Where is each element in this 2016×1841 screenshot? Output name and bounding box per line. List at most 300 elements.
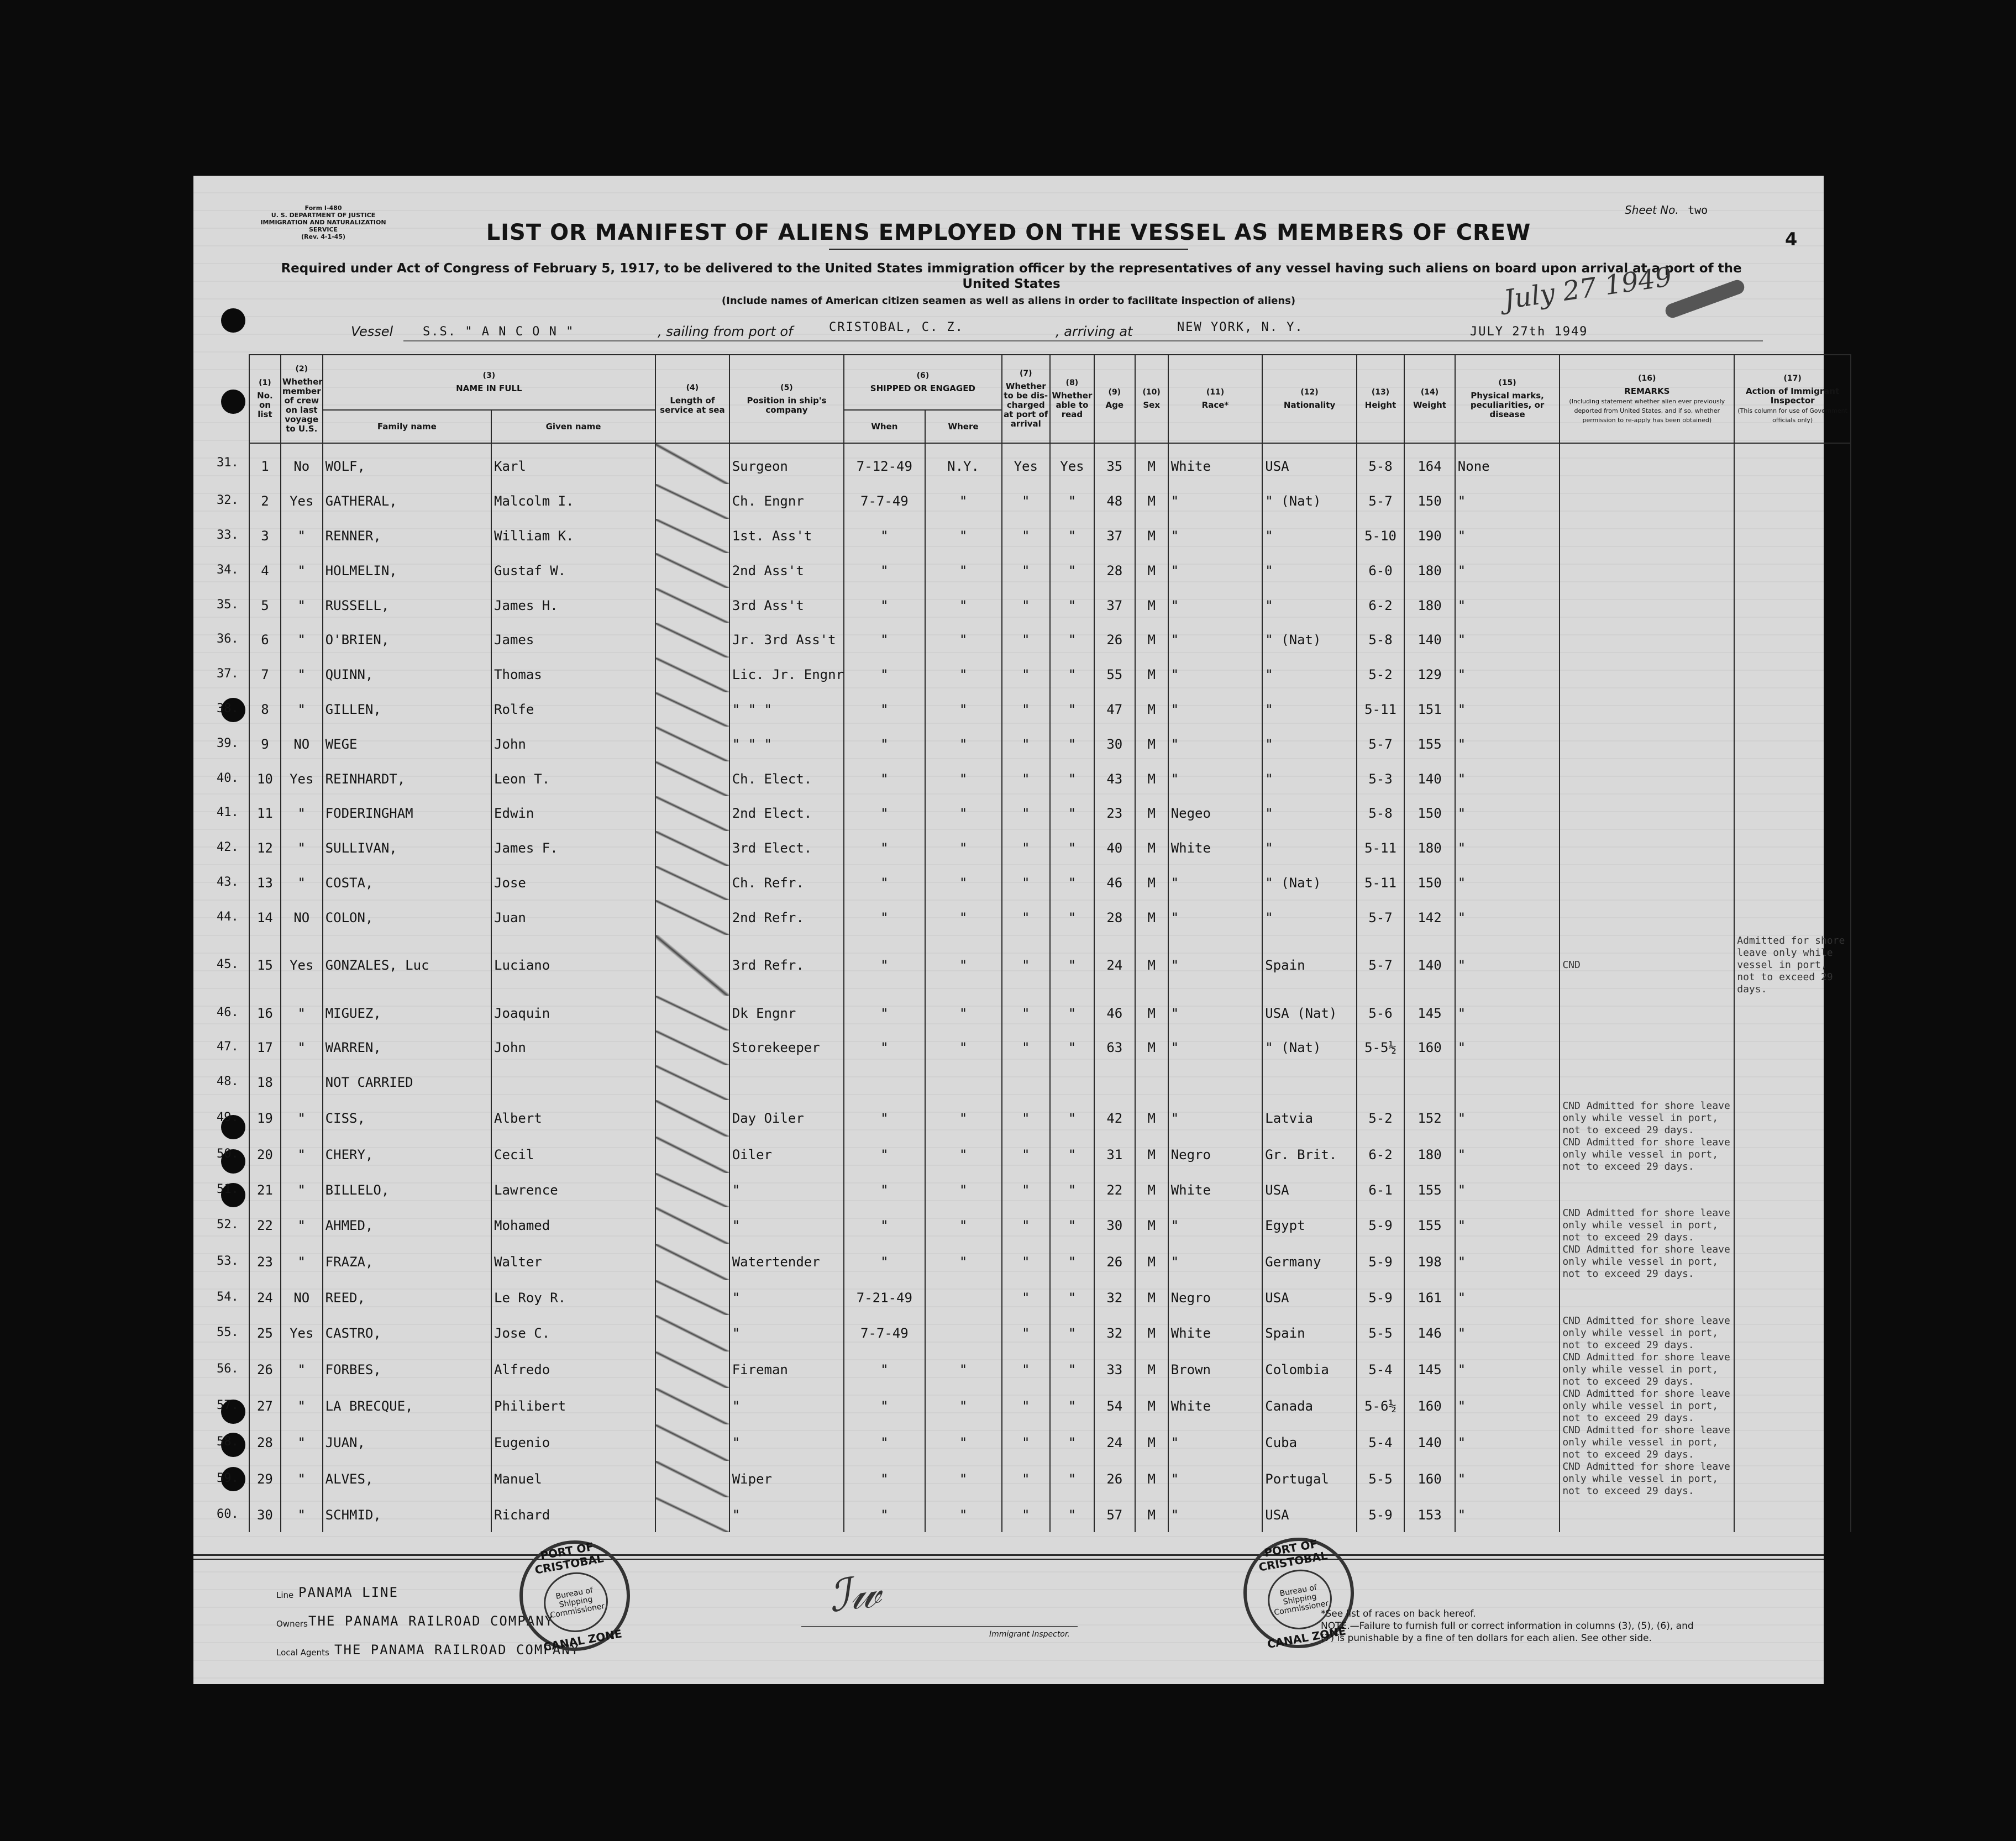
cell-length-of-service [655, 588, 729, 623]
cell-physical-marks: " [1455, 1315, 1560, 1351]
cell-shipped-where [925, 1315, 1002, 1351]
cell-length-of-service [655, 1100, 729, 1137]
cell-last-voyage: " [281, 519, 323, 554]
cell-row-number: 16 [249, 996, 281, 1030]
cell-shipped-where: " [925, 519, 1002, 554]
cell-nationality: Latvia [1262, 1100, 1357, 1137]
cell-inspector-action [1734, 761, 1851, 796]
cell-height: 5-9 [1357, 1207, 1404, 1244]
sheet-number-value: two [1688, 203, 1708, 217]
cell-last-voyage: " [281, 831, 323, 866]
cell-family-name: COLON, [323, 900, 491, 935]
cell-last-voyage: " [281, 1497, 323, 1532]
cell-family-name: AHMED, [323, 1207, 491, 1244]
table-row [249, 484, 1851, 519]
cell-remarks: CND [1560, 935, 1734, 996]
cell-length-of-service [655, 935, 729, 996]
cell-shipped-when: " [844, 935, 925, 996]
cell-row-number: 10 [249, 761, 281, 796]
cell-position: Ch. Engnr [729, 484, 844, 519]
cell-nationality: USA [1262, 1173, 1357, 1208]
cell-given-name: William K. [491, 519, 655, 554]
cell-position: " [729, 1280, 844, 1315]
cell-family-name: WARREN, [323, 1030, 491, 1065]
cell-length-of-service [655, 1030, 729, 1065]
cell-physical-marks: " [1455, 1207, 1560, 1244]
cell-weight: 180 [1404, 1137, 1455, 1173]
cell-able-to-read: " [1050, 1497, 1094, 1532]
cell-row-number: 21 [249, 1173, 281, 1208]
cell-inspector-action [1734, 484, 1851, 519]
cell-family-name: CHERY, [323, 1137, 491, 1173]
cell-height: 5-9 [1357, 1497, 1404, 1532]
col-shipped-or-engaged: (6) SHIPPED OR ENGAGED [844, 355, 1001, 410]
cell-sex: M [1135, 796, 1168, 831]
cell-weight: 161 [1404, 1280, 1455, 1315]
margin-line-number: 60. [217, 1507, 239, 1521]
cell-race: Brown [1168, 1351, 1263, 1388]
col-shipped-where: Where [925, 410, 1002, 443]
cell-age: 24 [1094, 1424, 1135, 1461]
cell-length-of-service [655, 1351, 729, 1388]
cell-nationality: Germany [1262, 1244, 1357, 1280]
cell-position: Surgeon [729, 443, 844, 484]
cell-discharged: " [1002, 831, 1050, 866]
cell-inspector-action [1734, 796, 1851, 831]
margin-line-number: 53. [217, 1254, 239, 1269]
cell-height: 5-11 [1357, 692, 1404, 727]
arriving-label: , arriving at [1056, 324, 1133, 339]
cell-able-to-read: " [1050, 1030, 1094, 1065]
table-row [249, 1100, 1851, 1137]
cell-age: 37 [1094, 588, 1135, 623]
cell-nationality [1262, 1065, 1357, 1100]
margin-line-number: 37. [217, 667, 239, 681]
cell-nationality: Portugal [1262, 1461, 1357, 1497]
handwritten-date: July 27 1949 [1502, 261, 1674, 316]
cell-position: " [729, 1424, 844, 1461]
cell-shipped-when: " [844, 1388, 925, 1424]
cell-nationality: " [1262, 658, 1357, 692]
cell-last-voyage: " [281, 1388, 323, 1424]
cell-race: " [1168, 692, 1263, 727]
cell-position: Dk Engnr [729, 996, 844, 1030]
cell-last-voyage: " [281, 658, 323, 692]
cell-remarks [1560, 443, 1734, 484]
cell-nationality: " (Nat) [1262, 623, 1357, 658]
cell-inspector-action: Admitted for shore leave only while vessel in port, not to exceed 29 days. [1734, 935, 1851, 996]
cell-nationality: USA [1262, 1280, 1357, 1315]
col-remarks: (16) REMARKS (Including statement whether alien ever previously deported from United States, and if so, whether permission to re-apply has been obtained) [1560, 355, 1734, 443]
table-row [249, 623, 1851, 658]
agents-label: Local Agents [276, 1648, 329, 1658]
vessel-line-rule [403, 340, 1763, 341]
cell-row-number: 6 [249, 623, 281, 658]
cell-shipped-when: " [844, 1351, 925, 1388]
cell-shipped-when: " [844, 727, 925, 761]
cell-shipped-when: 7-12-49 [844, 443, 925, 484]
cell-position: 2nd Ass't [729, 553, 844, 588]
cell-nationality: " [1262, 727, 1357, 761]
cell-able-to-read: " [1050, 1173, 1094, 1208]
cell-race: Negro [1168, 1137, 1263, 1173]
cell-shipped-where: " [925, 1030, 1002, 1065]
cell-shipped-when: " [844, 553, 925, 588]
cell-nationality: " [1262, 761, 1357, 796]
col-name-in-full: (3) NAME IN FULL [323, 355, 655, 410]
cell-inspector-action [1734, 1207, 1851, 1244]
cell-shipped-when: " [844, 1173, 925, 1208]
cell-given-name: Rolfe [491, 692, 655, 727]
cell-shipped-where [925, 1065, 1002, 1100]
col-physical-marks: (15) Physical marks, peculiarities, or disease [1455, 355, 1560, 443]
margin-line-number: 31. [217, 455, 239, 470]
cell-sex: M [1135, 443, 1168, 484]
cell-last-voyage: " [281, 1244, 323, 1280]
cell-position: Fireman [729, 1351, 844, 1388]
cell-race: " [1168, 1030, 1263, 1065]
cell-shipped-where: " [925, 1137, 1002, 1173]
table-row [249, 831, 1851, 866]
owners-label: Owners [276, 1619, 308, 1629]
seal-inner-text: Bureau of Shipping Commissioner [1263, 1565, 1337, 1635]
cell-sex: M [1135, 1351, 1168, 1388]
cell-remarks: CND Admitted for shore leave only while vessel in port, not to exceed 29 days. [1560, 1351, 1734, 1388]
cell-height: 5-2 [1357, 1100, 1404, 1137]
cell-discharged: " [1002, 1100, 1050, 1137]
cell-length-of-service [655, 1497, 729, 1532]
margin-line-number: 52. [217, 1218, 239, 1232]
cell-discharged: " [1002, 935, 1050, 996]
cell-shipped-when: " [844, 761, 925, 796]
cell-row-number: 7 [249, 658, 281, 692]
cell-position: 1st. Ass't [729, 519, 844, 554]
margin-line-number: 55. [217, 1325, 239, 1340]
cell-family-name: LA BRECQUE, [323, 1388, 491, 1424]
cell-position [729, 1065, 844, 1100]
cell-inspector-action [1734, 588, 1851, 623]
cell-position: Oiler [729, 1137, 844, 1173]
cell-able-to-read: " [1050, 1461, 1094, 1497]
cell-discharged: " [1002, 519, 1050, 554]
cell-row-number: 4 [249, 553, 281, 588]
arrival-date: JULY 27th 1949 [1470, 325, 1588, 339]
cell-last-voyage: " [281, 553, 323, 588]
cell-discharged: " [1002, 1315, 1050, 1351]
cell-shipped-where: " [925, 623, 1002, 658]
cell-length-of-service [655, 761, 729, 796]
cell-last-voyage: " [281, 1030, 323, 1065]
cell-physical-marks: " [1455, 553, 1560, 588]
margin-line-number: 41. [217, 806, 239, 820]
cell-height [1357, 1065, 1404, 1100]
cell-nationality: Gr. Brit. [1262, 1137, 1357, 1173]
cell-age: 23 [1094, 796, 1135, 831]
cell-given-name: James H. [491, 588, 655, 623]
cell-family-name: ALVES, [323, 1461, 491, 1497]
cell-inspector-action [1734, 1100, 1851, 1137]
service-name: IMMIGRATION AND NATURALIZATION SERVICE [260, 219, 386, 233]
cell-shipped-where: " [925, 727, 1002, 761]
cell-family-name: COSTA, [323, 866, 491, 901]
cell-able-to-read: " [1050, 553, 1094, 588]
cell-shipped-where: " [925, 935, 1002, 996]
cell-physical-marks: " [1455, 761, 1560, 796]
cell-shipped-when: " [844, 866, 925, 901]
cell-shipped-when: " [844, 519, 925, 554]
cell-weight: 164 [1404, 443, 1455, 484]
cell-race: " [1168, 1100, 1263, 1137]
cell-given-name: Walter [491, 1244, 655, 1280]
cell-discharged: " [1002, 1207, 1050, 1244]
cell-shipped-where: " [925, 658, 1002, 692]
cell-inspector-action [1734, 866, 1851, 901]
cell-weight: 153 [1404, 1497, 1455, 1532]
cell-sex: M [1135, 996, 1168, 1030]
cell-row-number: 30 [249, 1497, 281, 1532]
cell-last-voyage: " [281, 1100, 323, 1137]
cell-sex: M [1135, 866, 1168, 901]
cell-family-name: MIGUEZ, [323, 996, 491, 1030]
cell-weight: 145 [1404, 1351, 1455, 1388]
cell-family-name: GILLEN, [323, 692, 491, 727]
cell-sex: M [1135, 692, 1168, 727]
cell-sex: M [1135, 623, 1168, 658]
cell-given-name: Eugenio [491, 1424, 655, 1461]
cell-physical-marks: " [1455, 588, 1560, 623]
manifest-sheet [193, 176, 1847, 1684]
binder-hole [221, 390, 245, 414]
cell-age: 47 [1094, 692, 1135, 727]
cell-shipped-where: " [925, 761, 1002, 796]
col-position: (5) Position in ship's company [729, 355, 844, 443]
cell-discharged: " [1002, 1137, 1050, 1173]
cell-inspector-action [1734, 1244, 1851, 1280]
cell-family-name: FRAZA, [323, 1244, 491, 1280]
cell-given-name: Malcolm I. [491, 484, 655, 519]
cell-sex: M [1135, 1461, 1168, 1497]
cell-given-name: Albert [491, 1100, 655, 1137]
cell-shipped-where: " [925, 1207, 1002, 1244]
cell-nationality: Spain [1262, 1315, 1357, 1351]
cell-shipped-when: " [844, 1497, 925, 1532]
cell-last-voyage: NO [281, 727, 323, 761]
signature-line [801, 1626, 1078, 1627]
cell-length-of-service [655, 831, 729, 866]
cell-remarks [1560, 692, 1734, 727]
cell-age: 42 [1094, 1100, 1135, 1137]
table-row [249, 1244, 1851, 1280]
cell-inspector-action [1734, 1424, 1851, 1461]
cell-last-voyage: " [281, 1207, 323, 1244]
cell-age: 33 [1094, 1351, 1135, 1388]
cell-height: 5-8 [1357, 796, 1404, 831]
cell-family-name: SCHMID, [323, 1497, 491, 1532]
cell-remarks: CND Admitted for shore leave only while vessel in port, not to exceed 29 days. [1560, 1244, 1734, 1280]
col-height: (13) Height [1357, 355, 1404, 443]
cell-row-number: 26 [249, 1351, 281, 1388]
cell-height: 5-8 [1357, 443, 1404, 484]
cell-age: 35 [1094, 443, 1135, 484]
cell-nationality: " [1262, 588, 1357, 623]
cell-height: 5-7 [1357, 727, 1404, 761]
cell-weight: 142 [1404, 900, 1455, 935]
cell-family-name: NOT CARRIED [323, 1065, 491, 1100]
cell-family-name: CISS, [323, 1100, 491, 1137]
table-row [249, 796, 1851, 831]
cell-given-name: Alfredo [491, 1351, 655, 1388]
cell-age: 55 [1094, 658, 1135, 692]
cell-able-to-read: " [1050, 1207, 1094, 1244]
cell-shipped-when: " [844, 1100, 925, 1137]
cell-last-voyage: " [281, 796, 323, 831]
cell-age: 57 [1094, 1497, 1135, 1532]
cell-nationality: USA (Nat) [1262, 996, 1357, 1030]
cell-shipped-when: " [844, 996, 925, 1030]
cell-discharged: " [1002, 1388, 1050, 1424]
cell-row-number: 27 [249, 1388, 281, 1424]
cell-weight: 140 [1404, 623, 1455, 658]
cell-given-name: Joaquin [491, 996, 655, 1030]
cell-shipped-where: " [925, 900, 1002, 935]
cell-age: 37 [1094, 519, 1135, 554]
cell-given-name: Jose [491, 866, 655, 901]
cell-given-name: Gustaf W. [491, 553, 655, 588]
margin-line-number: 59. [217, 1471, 239, 1486]
cell-remarks [1560, 1065, 1734, 1100]
cell-row-number: 3 [249, 519, 281, 554]
cell-shipped-where: N.Y. [925, 443, 1002, 484]
cell-age: 46 [1094, 996, 1135, 1030]
col-race: (11) Race* [1168, 355, 1263, 443]
col-able-to-read: (8) Whether able to read [1050, 355, 1094, 443]
cell-weight: 152 [1404, 1100, 1455, 1137]
cell-remarks [1560, 623, 1734, 658]
seal-bottom-text: CANAL ZONE [542, 1627, 623, 1654]
cell-position: Wiper [729, 1461, 844, 1497]
cell-remarks [1560, 866, 1734, 901]
cell-row-number: 12 [249, 831, 281, 866]
table-row [249, 1315, 1851, 1351]
margin-line-number: 40. [217, 771, 239, 785]
cell-position: Storekeeper [729, 1030, 844, 1065]
cell-position: " [729, 1315, 844, 1351]
cell-race: " [1168, 1244, 1263, 1280]
line-label: Line [276, 1590, 294, 1600]
cell-able-to-read: " [1050, 1315, 1094, 1351]
cell-last-voyage: Yes [281, 935, 323, 996]
cell-discharged: " [1002, 1030, 1050, 1065]
margin-line-number: 35. [217, 597, 239, 612]
cell-given-name: Luciano [491, 935, 655, 996]
cell-remarks: CND Admitted for shore leave only while vessel in port, not to exceed 29 days. [1560, 1100, 1734, 1137]
sheet-number-label: Sheet No. [1625, 203, 1679, 217]
cell-last-voyage: " [281, 1137, 323, 1173]
cell-remarks [1560, 1030, 1734, 1065]
cell-last-voyage: " [281, 588, 323, 623]
cell-weight: 198 [1404, 1244, 1455, 1280]
cell-age: 31 [1094, 1137, 1135, 1173]
cell-inspector-action [1734, 1461, 1851, 1497]
cell-race: White [1168, 443, 1263, 484]
col-weight: (14) Weight [1404, 355, 1455, 443]
cell-race: " [1168, 1424, 1263, 1461]
margin-line-number: 50. [217, 1146, 239, 1161]
cell-weight: 160 [1404, 1030, 1455, 1065]
cell-shipped-when: 7-7-49 [844, 484, 925, 519]
cell-family-name: RENNER, [323, 519, 491, 554]
table-row [249, 866, 1851, 901]
cell-able-to-read: " [1050, 796, 1094, 831]
cell-nationality: " [1262, 900, 1357, 935]
sailing-label: , sailing from port of [658, 324, 793, 339]
cell-sex: M [1135, 900, 1168, 935]
table-row [249, 1065, 1851, 1100]
col-given-name: Given name [491, 410, 655, 443]
cell-discharged: " [1002, 866, 1050, 901]
cell-position: Ch. Refr. [729, 866, 844, 901]
cell-remarks: CND Admitted for shore leave only while vessel in port, not to exceed 29 days. [1560, 1207, 1734, 1244]
table-row [249, 1388, 1851, 1424]
cell-given-name: Thomas [491, 658, 655, 692]
margin-line-number: 44. [217, 909, 239, 924]
cell-age: 24 [1094, 935, 1135, 996]
races-note: *See list of races on back hereof. [1321, 1608, 1476, 1619]
cell-last-voyage: " [281, 1351, 323, 1388]
col-family-name: Family name [323, 410, 491, 443]
cell-position: 3rd Elect. [729, 831, 844, 866]
margin-line-number: 57. [217, 1398, 239, 1413]
cell-height: 6-0 [1357, 553, 1404, 588]
cell-inspector-action [1734, 1065, 1851, 1100]
cell-age: 22 [1094, 1173, 1135, 1208]
cell-family-name: QUINN, [323, 658, 491, 692]
cell-able-to-read [1050, 1065, 1094, 1100]
cell-race: " [1168, 484, 1263, 519]
cell-able-to-read: " [1050, 1244, 1094, 1280]
seal-outer-text: PORT OF CRISTOBAL [1257, 1537, 1329, 1574]
cell-length-of-service [655, 1137, 729, 1173]
cell-shipped-when: " [844, 1424, 925, 1461]
cell-family-name: RUSSELL, [323, 588, 491, 623]
cell-row-number: 24 [249, 1280, 281, 1315]
cell-physical-marks: " [1455, 1030, 1560, 1065]
cell-physical-marks [1455, 1065, 1560, 1100]
cell-weight: 150 [1404, 796, 1455, 831]
cell-height: 5-5 [1357, 1315, 1404, 1351]
cell-shipped-when: " [844, 831, 925, 866]
cell-length-of-service [655, 1315, 729, 1351]
cell-height: 5-5 [1357, 1461, 1404, 1497]
cell-height: 5-11 [1357, 831, 1404, 866]
cell-physical-marks: " [1455, 623, 1560, 658]
cell-given-name: Edwin [491, 796, 655, 831]
cell-weight: 155 [1404, 1207, 1455, 1244]
cell-shipped-where: " [925, 996, 1002, 1030]
cell-able-to-read: " [1050, 761, 1094, 796]
cell-physical-marks: " [1455, 1424, 1560, 1461]
cell-physical-marks: " [1455, 1497, 1560, 1532]
cell-shipped-where: " [925, 1424, 1002, 1461]
cell-sex: M [1135, 1388, 1168, 1424]
cell-inspector-action [1734, 1280, 1851, 1315]
cell-family-name: REED, [323, 1280, 491, 1315]
cell-race: White [1168, 1315, 1263, 1351]
seal-bottom-text: CANAL ZONE [1266, 1624, 1347, 1651]
cell-row-number: 20 [249, 1137, 281, 1173]
cell-shipped-where: " [925, 1497, 1002, 1532]
cell-family-name: CASTRO, [323, 1315, 491, 1351]
